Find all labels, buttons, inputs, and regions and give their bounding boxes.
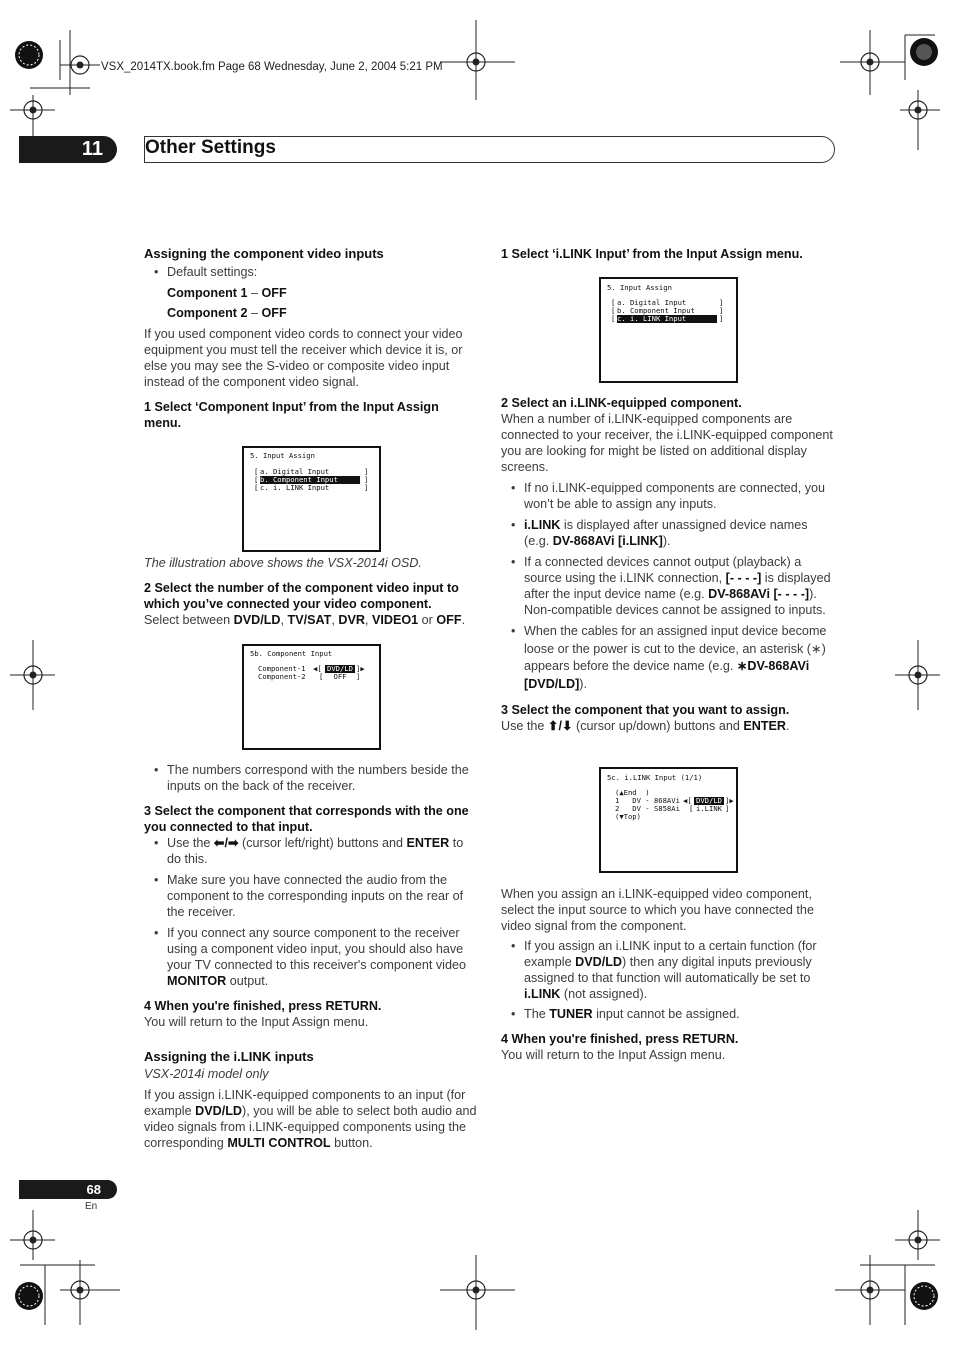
chapter-title: Other Settings xyxy=(145,137,276,158)
osd-row-label: Component-1 xyxy=(258,664,306,673)
left-right-arrows-icon: ⬅/➡ xyxy=(213,836,239,850)
osd-row: 1 DV - 868AVi xyxy=(615,796,680,805)
osd-caption: The illustration above shows the VSX-2014i OSD. xyxy=(144,556,422,570)
chapter-number: 11 xyxy=(19,136,117,163)
right-step4-text: You will return to the Input Assign menu. xyxy=(501,1048,726,1062)
model-only-note: VSX-2014i model only xyxy=(144,1067,269,1081)
osd-row-value: OFF xyxy=(333,672,347,681)
osd-row-value-selected: DVD/LD xyxy=(694,797,724,805)
right-step2-text: When a number of i.LINK-equipped components are connected to your receiver, the i.LINK-equipped component you are looking for might be listed on additional display screens. xyxy=(501,412,833,474)
osd-title: 5. Input Assign xyxy=(607,283,672,292)
osd-item-selected: c. i. LINK Input xyxy=(617,315,717,323)
section-heading-component: Assigning the component video inputs xyxy=(144,246,384,261)
osd-item: b. Component Input xyxy=(617,306,695,315)
right-column xyxy=(501,246,836,262)
right-step1-heading: 1 Select ‘i.LINK Input’ from the Input Assign menu. xyxy=(501,247,803,261)
step3-heading: 3 Select the component that corresponds with the one you connected to that input. xyxy=(144,804,469,834)
osd-row-value-selected: DVD/LD xyxy=(325,665,355,673)
right-step4-heading: 4 When you're finished, press RETURN. xyxy=(501,1032,739,1046)
asterisk-icon: ∗ xyxy=(811,641,822,656)
bullet-ilink-displayed: • i.LINK is displayed after unassigned device names (e.g. DV-868AVi [i.LINK]). xyxy=(501,517,836,549)
component1-default: Component 1 – OFF xyxy=(167,286,287,300)
left-column-3 xyxy=(144,762,479,1151)
component-intro-text: If you used component video cords to connect your video equipment you must tell the receiver which device it is, or else you may see the S-video or composite video input instead of the component video signal. xyxy=(144,327,463,389)
left-column xyxy=(144,246,479,431)
osd-top: (▼Top) xyxy=(615,812,641,821)
osd-title: 5. Input Assign xyxy=(250,451,315,460)
bullet-digital-inputs: • If you assign an i.LINK input to a certain function (for example DVD/LD) then any digital inputs previously assigned to that function will automatically be set to i.LINK (not assigned). xyxy=(501,938,836,1002)
osd-title: 5b. Component Input xyxy=(250,649,333,658)
section-heading-ilink: Assigning the i.LINK inputs xyxy=(144,1049,314,1064)
default-settings-label: • Default settings: xyxy=(144,264,479,280)
bullet-tuner: • The TUNER input cannot be assigned. xyxy=(501,1006,836,1022)
bullet-no-ilink: • If no i.LINK-equipped components are connected, you won’t be able to assign any inputs. xyxy=(501,480,836,512)
step4-heading: 4 When you're finished, press RETURN. xyxy=(144,999,382,1013)
right-step3-heading: 3 Select the component that you want to assign. xyxy=(501,703,790,717)
ilink-intro-text: If you assign i.LINK-equipped components to an input (for example DVD/LD), you will be able to select both audio and video signals from i.LINK-equipped components using the corresponding MULTI CONTROL button. xyxy=(144,1088,477,1150)
osd-item: a. Digital Input xyxy=(617,298,687,307)
step2-heading: 2 Select the number of the component video input to which you’ve connected your video component. xyxy=(144,581,459,611)
osd-item: c. i. LINK Input xyxy=(260,483,330,492)
osd-row-value: i.LINK xyxy=(696,804,722,813)
bullet-monitor: • If you connect any source component to the receiver using a component video input, you should also have your TV connected to this receiver's component video MONITOR output. xyxy=(144,925,479,989)
bullet-numbers: • The numbers correspond with the numbers beside the inputs on the back of the receiver. xyxy=(144,762,479,794)
osd-ilink-input: 5c. i.LINK Input (1/1) (▲End ) 1 DV - 868AVi 2 DV - S858Ai (▼Top) ◀[ DVD/LD ]▶ [ i.LINK ] xyxy=(599,767,738,873)
bullet-cables-loose: • When the cables for an assigned input device become loose or the power is cut to the device, an asterisk (∗) appears before the device name (e.g. ∗DV-868AVi [DVD/LD]). xyxy=(501,623,836,693)
osd-title: 5c. i.LINK Input (1/1) xyxy=(607,773,703,782)
right-column-2 xyxy=(501,395,836,734)
osd-input-assign-ilink: 5. Input Assign [ ] [ ] [ ] a. Digital Input b. Component Input c. i. LINK Input xyxy=(599,277,738,383)
right-column-3 xyxy=(501,886,836,1063)
osd-row-label: Component-2 xyxy=(258,672,306,681)
step4-text: You will return to the Input Assign menu. xyxy=(144,1015,369,1029)
up-down-arrows-icon: ⬆/⬇ xyxy=(547,719,573,733)
right-step3-text: Use the ⬆/⬇ (cursor up/down) buttons and ENTER. xyxy=(501,719,790,733)
page-number: 68 xyxy=(19,1180,117,1199)
right-step2-heading: 2 Select an i.LINK-equipped component. xyxy=(501,396,742,410)
left-column-2 xyxy=(144,555,479,628)
step1-heading: 1 Select ‘Component Input’ from the Input Assign menu. xyxy=(144,400,439,430)
file-info: VSX_2014TX.book.fm Page 68 Wednesday, June 2, 2004 5:21 PM xyxy=(101,61,443,73)
osd-item-selected: b. Component Input xyxy=(260,476,360,484)
osd-component-input: 5b. Component Input Component-1 ◀[ DVD/LD ]▶ Component-2 [ OFF ] xyxy=(242,644,381,750)
bullet-audio: • Make sure you have connected the audio from the component to the corresponding inputs on the rear of the receiver. xyxy=(144,872,479,920)
osd-item: a. Digital Input xyxy=(260,467,330,476)
osd-end: (▲End ) xyxy=(615,788,650,797)
bullet-left-right: • Use the ⬅/➡ (cursor left/right) buttons and ENTER to do this. xyxy=(144,835,479,867)
bullet-cannot-output: • If a connected devices cannot output (playback) a source using the i.LINK connection, [- - - -] is displayed after the input device name (e.g. DV-868AVi [- - - -]). Non-compatible devices cannot be assigned to inputs. xyxy=(501,554,836,618)
after-osd-text: When you assign an i.LINK-equipped video component, select the input source to which you have connected the video signal from the component. xyxy=(501,887,814,933)
component2-default: Component 2 – OFF xyxy=(167,306,287,320)
page-language: En xyxy=(85,1201,98,1212)
osd-row: 2 DV - S858Ai xyxy=(615,804,680,813)
osd-input-assign: 5. Input Assign [ ] [ ] [ ] a. Digital Input b. Component Input c. i. LINK Input xyxy=(242,446,381,552)
step2-text: Select between DVD/LD, TV/SAT, DVR, VIDEO1 or OFF. xyxy=(144,613,466,627)
